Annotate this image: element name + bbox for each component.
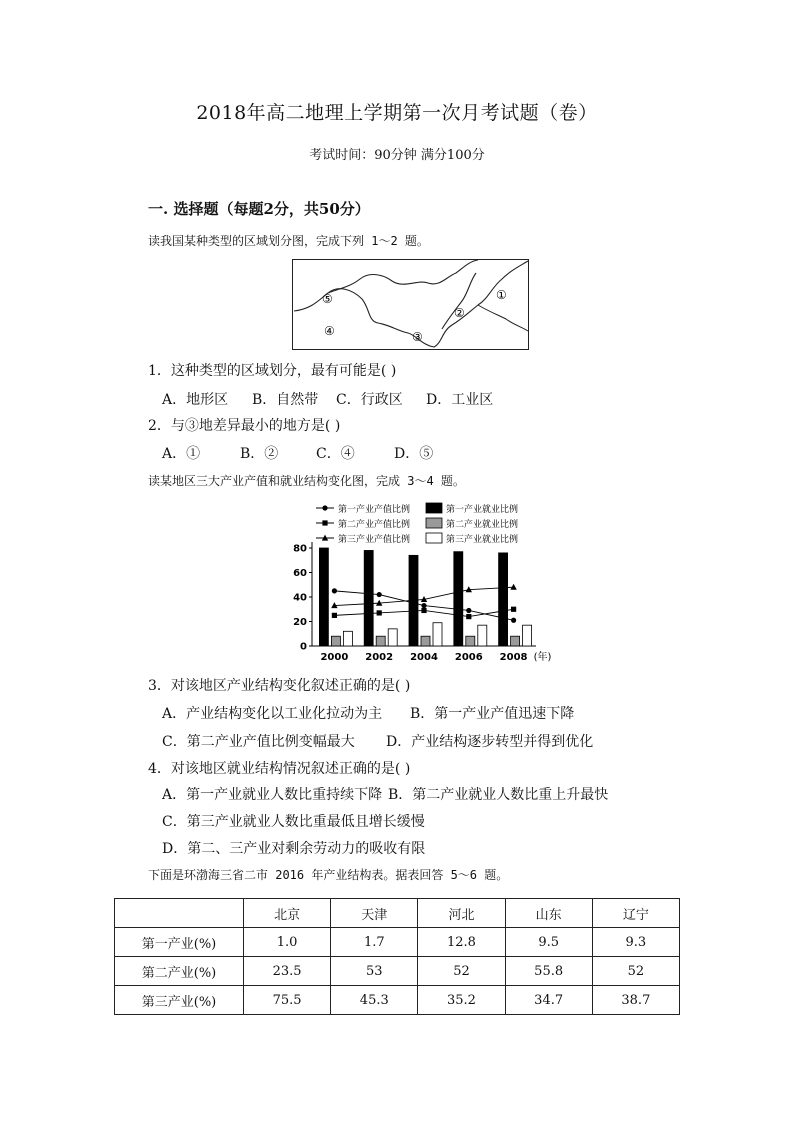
y-tick-label: 60 [293, 568, 307, 579]
table-cell: 12.8 [418, 928, 505, 957]
table-header-cell: 河北 [418, 899, 505, 928]
table-header-cell: 山东 [505, 899, 592, 928]
industry-structure-table [114, 898, 680, 1015]
bar [331, 636, 340, 646]
bar [343, 631, 352, 646]
q4-option-a[interactable]: A．第一产业就业人数比重持续下降 [162, 787, 383, 803]
bar [421, 636, 430, 646]
data-point [421, 603, 426, 608]
q3-option-a[interactable]: A．产业结构变化以工业化拉动为主 [162, 706, 383, 722]
y-tick-label: 20 [293, 617, 307, 628]
data-point [377, 610, 382, 615]
legend-bar-swatch [426, 518, 442, 528]
bar [388, 629, 397, 646]
table-row [115, 986, 680, 1015]
bar [478, 625, 487, 646]
section-title: 一. 选择题（每题2分，共50分） [148, 200, 370, 218]
table-cell: 34.7 [505, 986, 592, 1015]
intro-q5-6: 下面是环渤海三省二市 2016 年产业结构表。据表回答 5～6 题。 [148, 868, 509, 882]
q3-option-d[interactable]: D．产业结构逐步转型并得到优化 [386, 734, 594, 750]
bar [433, 623, 442, 646]
y-tick-label: 40 [293, 592, 307, 604]
question-4: 4．对该地区就业结构情况叙述正确的是( ) [148, 761, 411, 777]
data-point [332, 613, 337, 618]
data-point [466, 614, 471, 619]
q2-option-c[interactable]: C．④ [316, 446, 355, 462]
table-header-cell: 天津 [331, 899, 418, 928]
q2-option-a[interactable]: A．① [162, 446, 201, 462]
legend-label: 第三产业产值比例 [338, 535, 411, 545]
q4-option-d[interactable]: D．第二、三产业对剩余劳动力的吸收有限 [162, 841, 426, 857]
q4-option-c[interactable]: C．第三产业就业人数比重最低且增长缓慢 [162, 814, 425, 830]
bar [319, 548, 328, 646]
table-cell: 9.5 [505, 928, 592, 957]
q2-option-d[interactable]: D．⑤ [394, 446, 434, 462]
map-label-2: ② [454, 306, 465, 320]
q1-option-b[interactable]: B．自然带 [252, 392, 319, 408]
legend-label: 第三产业就业比例 [446, 535, 519, 545]
table-row-label: 第一产业(%) [115, 928, 244, 957]
q2-option-b[interactable]: B．② [240, 446, 279, 462]
q1-option-c[interactable]: C．行政区 [336, 392, 403, 408]
intro-q3-4: 读某地区三大产业产值和就业结构变化图，完成 3～4 题。 [148, 474, 465, 488]
x-tick-label: 2000 [320, 652, 349, 663]
x-tick-label: 2004 [410, 652, 438, 663]
data-point [510, 584, 516, 590]
data-point [511, 618, 516, 623]
region-map [292, 259, 530, 351]
y-tick-label: 0 [300, 641, 307, 653]
bar [499, 553, 508, 646]
data-point [332, 588, 337, 593]
legend-label: 第一产业产值比例 [338, 505, 411, 515]
y-tick-label: 80 [293, 543, 307, 555]
table-cell: 75.5 [244, 986, 331, 1015]
data-point [511, 607, 516, 612]
bar [454, 552, 463, 646]
table-cell: 35.2 [418, 986, 505, 1015]
table-cell: 23.5 [244, 957, 331, 986]
x-tick-label: 2002 [365, 652, 394, 663]
table-row-label: 第二产业(%) [115, 957, 244, 986]
table-cell: 45.3 [331, 986, 418, 1015]
q1-option-d[interactable]: D．工业区 [426, 392, 494, 408]
x-tick-label: 2008 [499, 652, 528, 663]
bar [466, 636, 475, 646]
table-cell: 55.8 [505, 957, 592, 986]
table-cell: 1.7 [331, 928, 418, 957]
table-header-cell: 辽宁 [592, 899, 679, 928]
map-label-4: ④ [324, 324, 335, 338]
industry-chart [286, 496, 552, 668]
q1-option-a[interactable]: A．地形区 [162, 392, 229, 408]
table-row [115, 928, 680, 957]
table-cell: 1.0 [244, 928, 331, 957]
map-label-5: ⑤ [322, 292, 333, 306]
page-title: 2018年高二地理上学期第一次月考试题（卷） [196, 102, 598, 124]
table-header-row [115, 899, 680, 928]
table-row-label: 第三产业(%) [115, 986, 244, 1015]
table-row [115, 957, 680, 986]
legend-label: 第二产业产值比例 [338, 520, 411, 530]
question-1: 1．这种类型的区域划分，最有可能是( ) [148, 363, 397, 379]
legend-label: 第一产业就业比例 [446, 505, 519, 515]
data-point [421, 608, 426, 613]
table-cell: 9.3 [592, 928, 679, 957]
intro-q1-2: 读我国某种类型的区域划分图，完成下列 1～2 题。 [148, 234, 429, 248]
data-point [377, 592, 382, 597]
q4-option-b[interactable]: B．第二产业就业人数比重上升最快 [388, 787, 609, 803]
legend-marker [322, 520, 327, 525]
exam-info: 考试时间：90分钟 满分100分 [309, 148, 485, 163]
x-unit-label: (年) [533, 652, 552, 663]
bar [523, 625, 532, 646]
legend-label: 第二产业就业比例 [446, 520, 519, 530]
table-cell: 52 [592, 957, 679, 986]
legend-bar-swatch [426, 503, 442, 513]
map-label-3: ③ [412, 330, 423, 344]
data-point [466, 608, 471, 613]
table-header-cell: 北京 [244, 899, 331, 928]
q3-option-c[interactable]: C．第二产业产值比例变幅最大 [162, 734, 355, 750]
legend-bar-swatch [426, 533, 442, 543]
table-corner-cell [115, 899, 244, 928]
map-label-1: ① [496, 288, 507, 302]
table-cell: 53 [331, 957, 418, 986]
x-tick-label: 2006 [454, 652, 483, 663]
legend-marker [322, 505, 327, 510]
q3-option-b[interactable]: B．第一产业产值迅速下降 [410, 706, 575, 722]
bar [376, 636, 385, 646]
table-cell: 52 [418, 957, 505, 986]
bar [364, 550, 373, 646]
question-2: 2．与③地差异最小的地方是( ) [148, 418, 341, 434]
table-cell: 38.7 [592, 986, 679, 1015]
bar [511, 636, 520, 646]
question-3: 3．对该地区产业结构变化叙述正确的是( ) [148, 678, 411, 694]
